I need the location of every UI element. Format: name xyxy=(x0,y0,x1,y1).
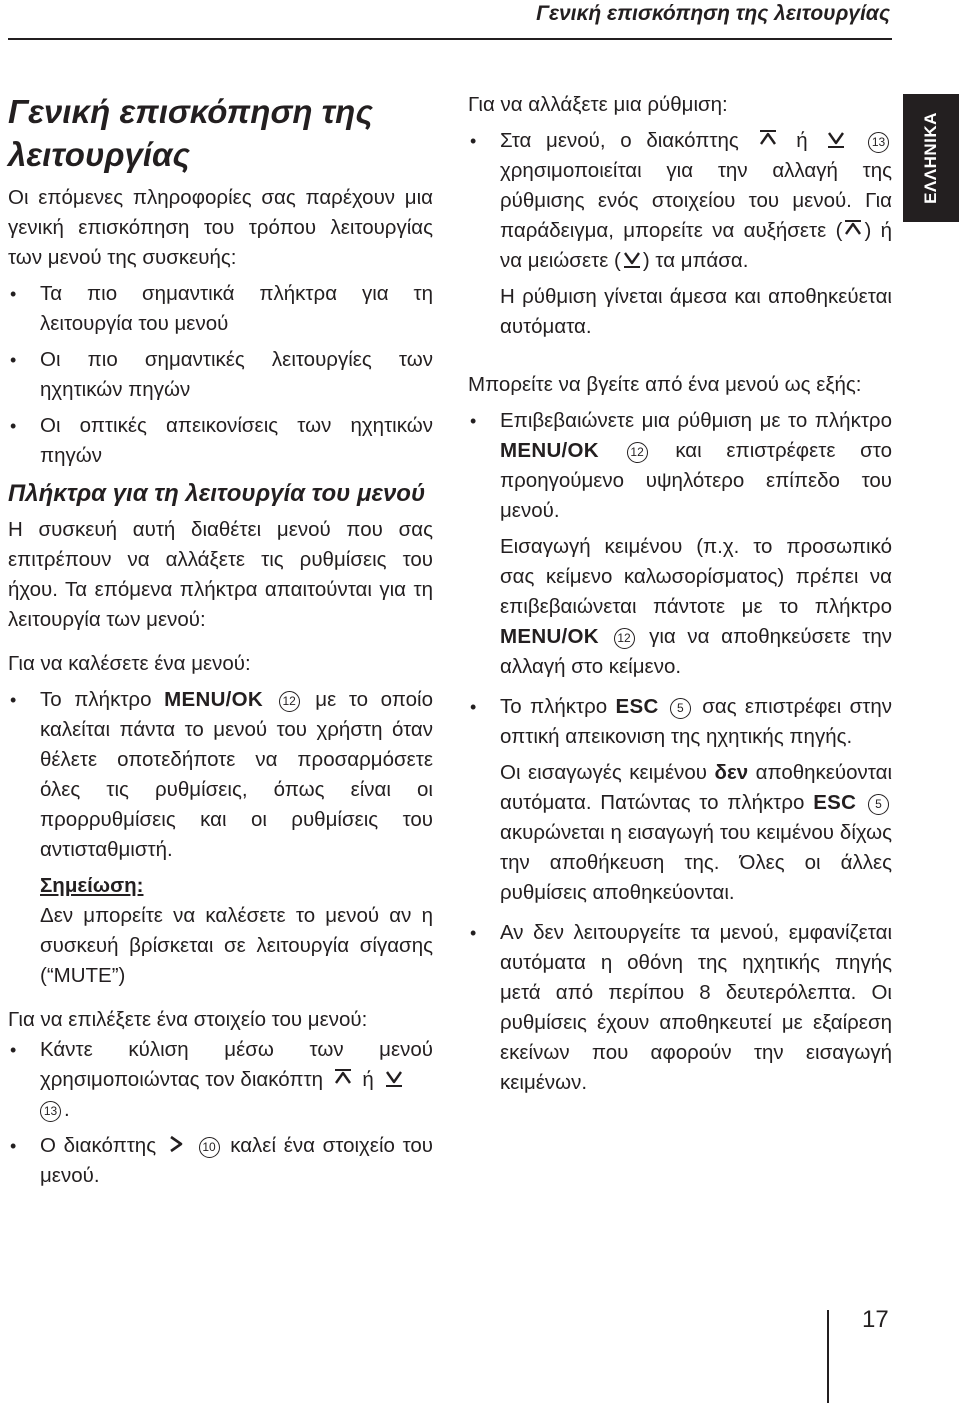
header-rule xyxy=(8,38,892,40)
chevron-up-icon xyxy=(333,1068,353,1088)
key-number-badge: 5 xyxy=(670,698,691,719)
list-item: • Τα πιο σημαντικά πλήκτρα για τη λειτουργία του μενού xyxy=(8,279,433,339)
chevron-down-icon xyxy=(384,1068,404,1088)
note-text: Δεν μπορείτε να καλέσετε το μενού αν η συσκευή βρίσκεται σε λειτουργία σίγασης (“MUTE”) xyxy=(40,904,433,987)
key-number-badge: 5 xyxy=(868,794,889,815)
list-item: • Στα μενού, ο διακόπτης ή 13 χρησιμοποιείται για την αλλαγή της ρύθμισης ενός στοιχείου του μενού. Για παράδειγμα, μπορείτε να αυξήσετε ( ) ή να μειώσετε ( ) τα μπάσα. xyxy=(468,126,892,276)
footer-rule xyxy=(827,1310,829,1403)
left-column xyxy=(8,90,433,1197)
text-entry-note: Εισαγωγή κειμένου (π.χ. το προσωπικό σας κείμενο καλωσορίσματος) πρέπει να επιβεβαιώνεται πάντοτε με το πλήκτρο MENU/OK 12 για να αποθηκεύσετε την αλλαγή στο κείμενο. xyxy=(500,535,892,678)
select-item-heading: Για να επιλέξετε ένα στοιχείο του μενού: xyxy=(8,1008,368,1031)
key-number-badge: 13 xyxy=(40,1101,61,1122)
list-item: • Το πλήκτρο MENU/OK 12 με το οποίο καλείται πάντα το μενού του χρήστη όταν θέλετε οποτεδήποτε να προσαρμόσετε όλες τις ρυθμίσεις, όπως είναι οι προρρυθμίσεις και οι ρυθμίσεις του αντισταθμιστή. xyxy=(8,685,433,865)
menu-ok-key: MENU/OK xyxy=(500,439,599,462)
emphasis-word: δεν xyxy=(714,761,749,784)
chevron-up-icon xyxy=(758,129,778,149)
exit-menu-heading: Μπορείτε να βγείτε από ένα μενού ως εξής: xyxy=(468,373,862,396)
change-setting-heading: Για να αλλάξετε μια ρύθμιση: xyxy=(468,93,728,116)
language-tab xyxy=(903,94,959,222)
running-head: Γενική επισκόπηση της λειτουργίας xyxy=(536,2,890,25)
key-number-badge: 13 xyxy=(868,132,889,153)
esc-key: ESC xyxy=(615,695,659,718)
call-menu-list xyxy=(8,685,433,865)
page-title: Γενική επισκόπηση της λειτουργίας xyxy=(8,93,373,173)
key-number-badge: 12 xyxy=(627,442,648,463)
exit-menu-list xyxy=(468,406,892,526)
section-heading: Πλήκτρα για τη λειτουργία του μενού xyxy=(8,480,426,507)
key-number-badge: 10 xyxy=(199,1137,220,1158)
change-setting-note: Η ρύθμιση γίνεται άμεσα και αποθηκεύεται αυτόματα. xyxy=(500,285,892,338)
select-item-list xyxy=(8,1035,433,1191)
page-number: 17 xyxy=(862,1306,889,1333)
chevron-down-icon xyxy=(622,249,642,269)
language-tab-label: ΕΛΛΗΝΙΚΑ xyxy=(921,112,940,204)
chevron-up-icon xyxy=(843,219,863,239)
menu-ok-key: MENU/OK xyxy=(164,688,264,711)
right-column xyxy=(468,90,892,1104)
intro-paragraph: Οι επόμενες πληροφορίες σας παρέχουν μια γενική επισκόπηση του τρόπου λειτουργίας των μενού της συσκευής: xyxy=(8,186,433,269)
key-number-badge: 12 xyxy=(614,628,635,649)
list-item: • Ο διακόπτης 10 καλεί ένα στοιχείο του μενού. xyxy=(8,1131,433,1191)
chevron-right-icon xyxy=(168,1134,184,1154)
list-item: • Το πλήκτρο ESC 5 σας επιστρέφει στην οπτική απεικονιση της ηχητικής πηγής. xyxy=(468,692,892,752)
list-item: • Οι πιο σημαντικές λειτουργίες των ηχητικών πηγών xyxy=(8,345,433,405)
section-paragraph: Η συσκευή αυτή διαθέτει μενού που σας επιτρέπουν να αλλάξετε τις ρυθμίσεις του ήχου. Τα επόμενα πλήκτρα απαιτούνται για τη λειτουργία των μενού: xyxy=(8,518,433,631)
note-label: Σημείωση: xyxy=(40,874,144,897)
change-setting-list xyxy=(468,126,892,276)
esc-note: Οι εισαγωγές κειμένου δεν αποθηκεύονται αυτόματα. Πατώντας το πλήκτρο ESC 5 ακυρώνεται η εισαγωγή του κειμένου δίχως την αποθήκευση της. Όλες οι άλλες ρυθμίσεις αποθηκεύονται. xyxy=(500,761,892,904)
note xyxy=(8,871,433,991)
list-item: • Κάντε κύλιση μέσω των μενού χρησιμοποιώντας τον διακόπτη ή 13 . xyxy=(8,1035,433,1125)
chevron-down-icon xyxy=(826,129,846,149)
esc-list xyxy=(468,692,892,752)
intro-list xyxy=(8,279,433,471)
timeout-list xyxy=(468,918,892,1098)
list-item: • Αν δεν λειτουργείτε τα μενού, εμφανίζεται αυτόματα η οθόνη της ηχητικής πηγής μετά από περίπου 8 δευτερόλεπτα. Οι ρυθμίσεις έχουν αποθηκευτεί με εξαίρεση εκείνων που αφορούν την εισαγωγή κειμένων. xyxy=(468,918,892,1098)
call-menu-heading: Για να καλέσετε ένα μενού: xyxy=(8,652,251,675)
menu-ok-key: MENU/OK xyxy=(500,625,599,648)
list-item: • Επιβεβαιώνετε μια ρύθμιση με το πλήκτρο MENU/OK 12 και επιστρέφετε στο προηγούμενο υψηλότερο επίπεδο του μενού. xyxy=(468,406,892,526)
esc-key: ESC xyxy=(813,791,857,814)
key-number-badge: 12 xyxy=(279,691,300,712)
list-item: • Οι οπτικές απεικονίσεις των ηχητικών πηγών xyxy=(8,411,433,471)
